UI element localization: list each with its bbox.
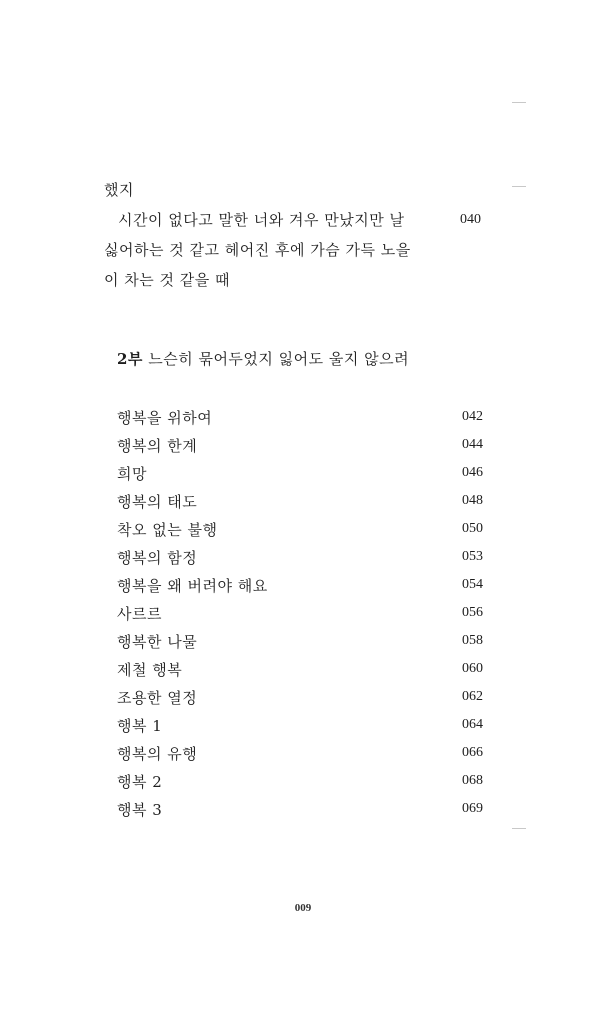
toc-item-title: 행복을 왜 버려야 해요: [117, 576, 268, 595]
toc-item[interactable]: [117, 574, 483, 596]
entry-line: 했지: [104, 181, 134, 199]
toc-item[interactable]: [117, 602, 483, 624]
toc-item-title: 행복의 유행: [117, 744, 198, 763]
toc-item[interactable]: [117, 490, 483, 512]
toc-item[interactable]: [117, 630, 483, 652]
toc-item-page: 048: [462, 493, 483, 508]
toc-item-title: 사르르: [117, 604, 162, 623]
toc-item-title: 행복을 위하여: [117, 408, 213, 427]
toc-item-title: 행복 1: [117, 716, 163, 735]
toc-item-title: 희망: [117, 464, 147, 483]
toc-item-page: 044: [462, 437, 483, 452]
entry-page-number: 040: [460, 212, 481, 227]
toc-item-title: 착오 없는 불행: [117, 520, 218, 539]
page-number: 009: [294, 902, 312, 914]
section-number: 2부: [117, 350, 143, 368]
toc-item-page: 058: [462, 633, 483, 648]
toc-item-title: 행복의 태도: [117, 492, 198, 511]
toc-item-page: 050: [462, 521, 483, 536]
entry-line: 이 차는 것 같을 때: [104, 271, 231, 289]
toc-item[interactable]: [117, 770, 483, 792]
toc-item-page: 046: [462, 465, 483, 480]
toc-item[interactable]: [117, 714, 483, 736]
toc-item[interactable]: [117, 462, 483, 484]
crop-mark: [512, 186, 526, 187]
toc-item-page: 068: [462, 773, 483, 788]
section-title: 느슨히 묶어두었지 잃어도 울지 않으려: [148, 350, 410, 368]
toc-item-title: 조용한 열정: [117, 688, 198, 707]
toc-item-page: 056: [462, 605, 483, 620]
toc-item-page: 064: [462, 717, 483, 732]
toc-item-page: 053: [462, 549, 483, 564]
toc-item[interactable]: [117, 546, 483, 568]
toc-item[interactable]: [117, 658, 483, 680]
toc-item-title: 행복 2: [117, 772, 163, 791]
toc-item[interactable]: [117, 518, 483, 540]
crop-mark: [512, 828, 526, 829]
toc-item[interactable]: [117, 742, 483, 764]
toc-item[interactable]: [117, 406, 483, 428]
toc-item[interactable]: [117, 798, 483, 820]
toc-item-title: 제철 행복: [117, 660, 183, 679]
toc-item-title: 행복 3: [117, 800, 163, 819]
toc-item-page: 042: [462, 409, 483, 424]
toc-item-page: 060: [462, 661, 483, 676]
toc-item[interactable]: [117, 434, 483, 456]
toc-item-page: 069: [462, 801, 483, 816]
crop-mark: [512, 102, 526, 103]
toc-item[interactable]: [117, 686, 483, 708]
toc-item-title: 행복한 나물: [117, 632, 198, 651]
toc-item-page: 066: [462, 745, 483, 760]
toc-item-page: 062: [462, 689, 483, 704]
section-heading: [117, 348, 409, 370]
toc-item-title: 행복의 한계: [117, 436, 198, 455]
entry-line: 시간이 없다고 말한 너와 겨우 만났지만 날: [118, 211, 405, 229]
entry-line: 싫어하는 것 같고 헤어진 후에 가슴 가득 노을: [104, 241, 411, 259]
toc-item-page: 054: [462, 577, 483, 592]
toc-item-title: 행복의 함정: [117, 548, 198, 567]
